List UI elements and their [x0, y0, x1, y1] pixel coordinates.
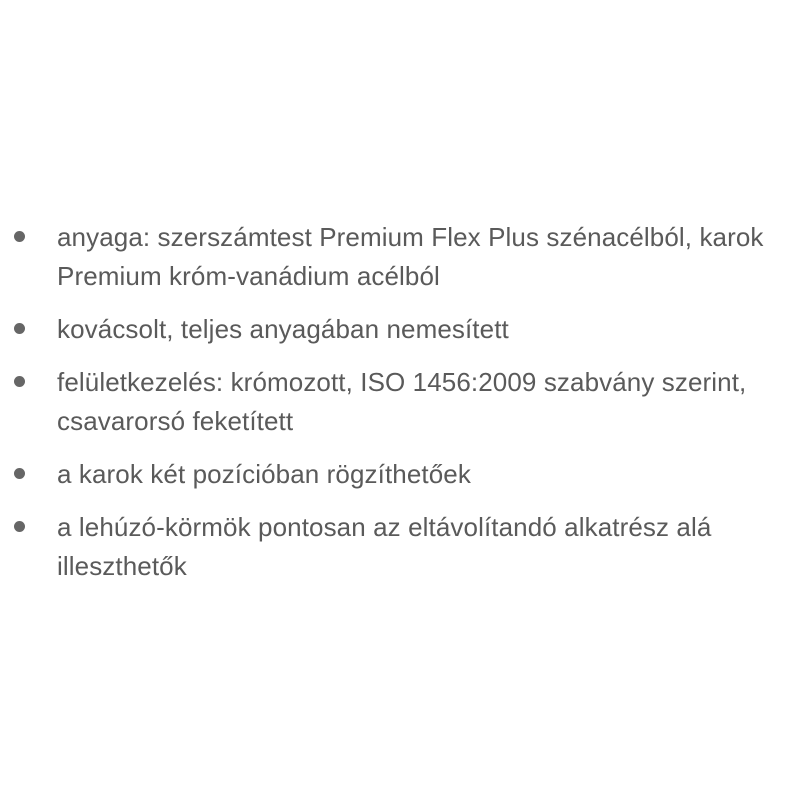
feature-list: [0, 218, 800, 600]
feature-text: a lehúzó-körmök pontosan az eltávolítandó alkatrész alá illeszthetők: [57, 512, 712, 581]
bullet-icon: [14, 231, 25, 242]
bullet-icon: [14, 323, 25, 334]
bullet-icon: [14, 521, 25, 532]
list-item: [0, 508, 800, 586]
feature-text: kovácsolt, teljes anyagában nemesített: [57, 314, 509, 344]
feature-text: anyaga: szerszámtest Premium Flex Plus szénacélból, karok Premium króm-vanádium acélból: [57, 222, 764, 291]
bullet-icon: [14, 468, 25, 479]
list-item: [0, 455, 800, 494]
list-item: [0, 218, 800, 296]
bullet-icon: [14, 376, 25, 387]
feature-text: a karok két pozícióban rögzíthetőek: [57, 459, 471, 489]
list-item: [0, 363, 800, 441]
feature-text: felületkezelés: krómozott, ISO 1456:2009 szabvány szerint, csavarorsó feketített: [57, 367, 747, 436]
list-item: [0, 310, 800, 349]
